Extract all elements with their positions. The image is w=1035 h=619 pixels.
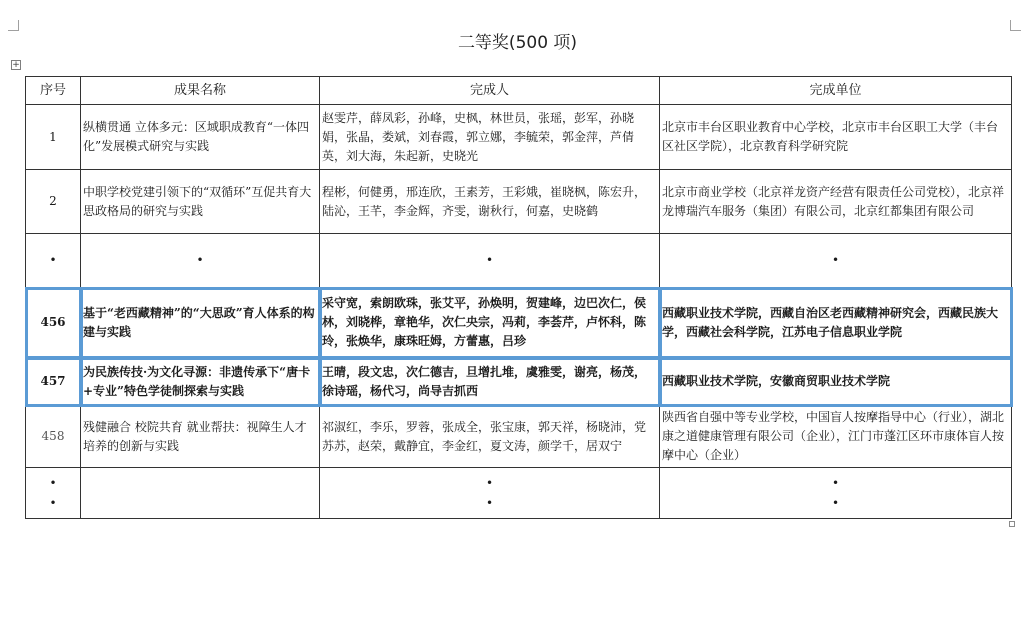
header-completers: 完成人 (320, 77, 660, 105)
move-icon[interactable]: + (12, 60, 20, 70)
cell-ellipsis-dot[interactable]: • (660, 234, 1012, 288)
cell-achievement-name[interactable]: 残健融合 校院共育 就业帮扶：视障生人才培养的创新与实践 (81, 406, 320, 468)
cell-achievement-name[interactable]: 纵横贯通 立体多元：区域职成教育“一体四化”发展模式研究与实践 (81, 105, 320, 170)
cell-achievement-name[interactable]: 中职学校党建引领下的“双循环”互促共育大思政格局的研究与实践 (81, 170, 320, 234)
table-row-ellipsis (26, 468, 1012, 519)
cell-organizations[interactable]: 西藏职业技术学院，西藏自治区老西藏精神研究会，西藏民族大学，西藏社会科学院，江苏电子信息职业学院 (660, 288, 1012, 358)
table-row (26, 105, 1012, 170)
table-row-highlighted (26, 358, 1012, 406)
table-row (26, 406, 1012, 468)
cell-ellipsis-dot[interactable]: • (26, 234, 81, 288)
cell-completers[interactable]: 王晴，段文忠，次仁德吉，旦增扎堆，虞雅雯，谢亮，杨茂，徐诗瑶，杨代习，尚导吉抓西 (320, 358, 660, 406)
table-row (26, 170, 1012, 234)
cell-completers[interactable]: 采守宽，索朗欧珠，张艾平，孙焕明，贺建峰，边巴次仁，侯林，刘晓桦，章艳华，次仁央宗，冯莉，李荟芹，卢怀科，陈玲，张焕华，康珠旺姆，方蕾惠，吕珍 (320, 288, 660, 358)
cell-organizations[interactable]: 北京市商业学校（北京祥龙资产经营有限责任公司党校），北京祥龙博瑞汽车服务（集团）有限公司，北京红都集团有限公司 (660, 170, 1012, 234)
table-row-highlighted (26, 288, 1012, 358)
cell-ellipsis-dots[interactable]: • • (26, 468, 81, 519)
cell-ellipsis-dots[interactable]: • • (660, 468, 1012, 519)
cell-organizations[interactable]: 陕西省自强中等专业学校，中国盲人按摩指导中心（行业），湖北康之道健康管理有限公司（企业），江门市蓬江区环市康体盲人按摩中心（企业） (660, 406, 1012, 468)
cell-ellipsis-dots[interactable]: • • (320, 468, 660, 519)
cell-organizations[interactable]: 北京市丰台区职业教育中心学校，北京市丰台区职工大学（丰台区社区学院），北京教育科学研究院 (660, 105, 1012, 170)
document-title: 二等奖(500 项) (457, 33, 578, 53)
cell-organizations[interactable]: 西藏职业技术学院，安徽商贸职业技术学院 (660, 358, 1012, 406)
cell-serial[interactable]: 458 (26, 406, 81, 468)
cell-completers[interactable]: 程彬，何健勇，邢连欣，王素芳，王彩娥，崔晓枫，陈宏升，陆沁，王芊，李金辉，齐雯，谢秋行，何嘉，史晓鹤 (320, 170, 660, 234)
header-achievement-name: 成果名称 (81, 77, 320, 105)
table-resize-handle[interactable] (1009, 521, 1015, 527)
header-organizations: 完成单位 (660, 77, 1012, 105)
cell-completers[interactable]: 祁淑红，李乐，罗蓉，张成全，张宝康，郭天祥，杨晓沛，党苏苏，赵荣，戴静宜，李金红，夏文涛，颜学千，居双宁 (320, 406, 660, 468)
cell-ellipsis-dot[interactable]: • (320, 234, 660, 288)
cell-serial[interactable]: 2 (26, 170, 81, 234)
cell-serial[interactable]: 456 (26, 288, 81, 358)
cell-serial[interactable]: 1 (26, 105, 81, 170)
cell-ellipsis-dot[interactable]: • (81, 234, 320, 288)
table-header-row (26, 77, 1012, 105)
cell-serial[interactable]: 457 (26, 358, 81, 406)
cell-completers[interactable]: 赵雯芹，薛凤彩，孙峰，史枫，林世员，张瑶，彭军，孙晓娟，张晶，娄斌，刘春霞，郭立娜，李毓荣，郭金萍，芦倩英，刘大海，朱起新，史晓光 (320, 105, 660, 170)
awards-table (25, 76, 1012, 519)
header-serial: 序号 (26, 77, 81, 105)
table-row-ellipsis (26, 234, 1012, 288)
cell-empty[interactable] (81, 468, 320, 519)
cell-achievement-name[interactable]: 基于“老西藏精神”的“大思政”育人体系的构建与实践 (81, 288, 320, 358)
cell-achievement-name[interactable]: 为民族传技·为文化寻源：非遗传承下“唐卡+专业”特色学徒制探索与实践 (81, 358, 320, 406)
